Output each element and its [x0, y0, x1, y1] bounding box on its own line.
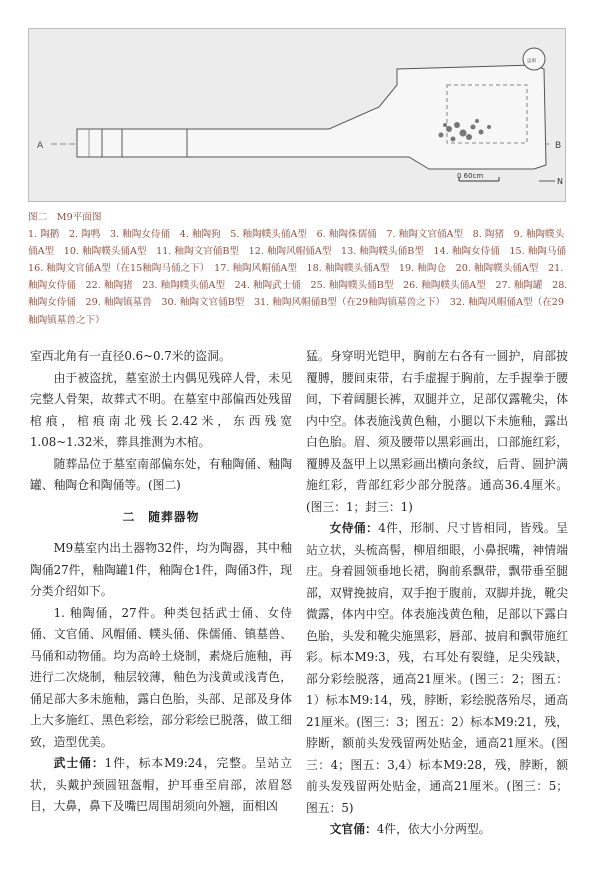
left-column — [30, 346, 292, 818]
caption-items: 1. 陶鹅 2. 陶鸭 3. 釉陶女侍俑 4. 釉陶狗 5. 釉陶幞头俑A型 6. 釉陶侏儒俑 7. 釉陶文官俑A型 8. 陶猪 9. 釉陶幞头俑A型 10. 釉陶幞头俑A型 11. 釉陶文官俑B型 12. 釉陶风帽俑A型 13. 釉陶幞头俑B型 14. 釉陶女侍俑 15. 釉陶马俑 16. 釉陶文官俑A型（在15釉陶马俑之下） 17. 釉陶风帽俑A型 18. 釉陶幞头俑A型 19. 釉陶仓 20. 釉陶幞头俑A型 21. 釉陶女侍俑 22. 釉陶猪 23. 釉陶幞头俑A型 24. 釉陶武士俑 25. 釉陶幞头俑B型 26. 釉陶幞头俑A型 27. 釉陶罐 28. 釉陶女侍俑 29. 釉陶镇墓兽 30. 釉陶文官俑B型 31. 釉陶风帽俑B型（在29釉陶镇墓兽之下） 32. 釉陶风帽俑A型（在29釉陶镇墓兽之下） — [28, 229, 576, 326]
figure-caption — [28, 209, 576, 329]
caption-title: 图二 M9平面图 — [28, 212, 102, 223]
paragraph: M9墓室内出土器物32件，均为陶器，其中釉陶俑27件，釉陶罐1件，釉陶仓1件，陶俑3件，现分类介绍如下。 — [30, 541, 292, 598]
tomb-plan-drawing — [29, 29, 567, 203]
paragraph: 随葬品位于墓室南部偏东处，有釉陶俑、釉陶罐、釉陶仓和陶俑等。(图二) — [30, 456, 292, 492]
section-heading: 二 随葬器物 — [122, 509, 200, 524]
paragraph — [30, 753, 292, 818]
paragraph: 室西北角有一直径0.6~0.7米的盗洞。 — [30, 349, 231, 363]
right-column — [306, 346, 568, 841]
robbery-hole-label: 盗洞 — [527, 59, 536, 64]
subheading: 文官俑： — [329, 822, 377, 836]
paragraph — [306, 819, 568, 841]
paragraph — [306, 518, 568, 819]
paragraph: 猛。身穿明光铠甲，胸前左右各有一圆护，肩部披覆膊，腰间束带，右手虚握于胸前，左手握拳于腰间，下着阔腿长裤，双腿并立，足部仅露靴尖，体内中空。体表施浅黄色釉，小腿以下未施釉，露出白色胎。眉、须及腰带以黑彩画出，口部施红彩，覆膊及盔甲上以黑彩画出横向条纹，后背、圆护满施红彩，背部红彩少部分脱落。通高36.4厘米。(图三：1；封三：1) — [306, 349, 568, 514]
paragraph-text: 4件，形制、尺寸皆相同，皆残。呈站立状，头梳高髻，柳眉细眼，小鼻抿嘴，神情端庄。身着圆领垂地长裙，胸前系飘带，飘带垂至腿部，双臂挽披肩，双手抱于腹前，双脚并拢，靴尖微露，体内中空。体表施浅黄色釉，足部以下露白色胎，头发和靴尖施黑彩，唇部、披肩和飘带施红彩。标本M9:3，残，右耳处有裂缝，足尖残缺，部分彩绘脱落，通高21厘米。(图三：2；图五：1）标本M9:14，残，脖断，彩绘脱落殆尽，通高21厘米。(图三：3；图五：2）标本M9:21，残，脖断，额前头发残留两处贴金，通高21厘米。(图三：4；图五：3,4）标本M9:28，残，脖断，额前头发残留两处贴金，通高21厘米。(图三：5；图五：5) — [306, 521, 568, 815]
scale-label: 0 60cm — [457, 172, 484, 180]
subheading: 武士俑： — [53, 756, 105, 770]
paragraph: 由于被盗扰，墓室淤土内偶见残碎人骨，未见完整人骨架，故葬式不明。在墓室中部偏西处残留棺痕，棺痕南北残长2.42米，东西残宽1.08~1.32米，葬具推测为木棺。 — [30, 370, 292, 449]
paragraph: 1. 釉陶俑，27件。种类包括武士俑、女侍俑、文官俑、风帽俑、幞头俑、侏儒俑、镇墓兽、马俑和动物俑。均为高岭土烧制，素烧后施釉，再进行二次烧制，釉层较薄，釉色为浅黄或浅青色，俑足部大多未施釉，露白色胎，头部、足部及身体上大多施红、黑色彩绘，部分彩绘已脱落，做工细致，造型优美。 — [30, 605, 292, 749]
paragraph-text: 1件，标本M9:24，完整。呈站立状，头戴护颈圆钮盔帽，护耳垂至肩部，浓眉怒目，大鼻，鼻下及嘴巴周围胡须向外翘，面相凶 — [30, 756, 292, 813]
section-label-a: A — [37, 141, 44, 151]
subheading: 女侍俑： — [329, 521, 379, 535]
tomb-plan-figure — [28, 28, 566, 202]
north-label: N — [557, 177, 563, 186]
paragraph-text: 4件，依大小分两型。 — [376, 822, 491, 836]
section-label-b: B — [555, 141, 562, 151]
